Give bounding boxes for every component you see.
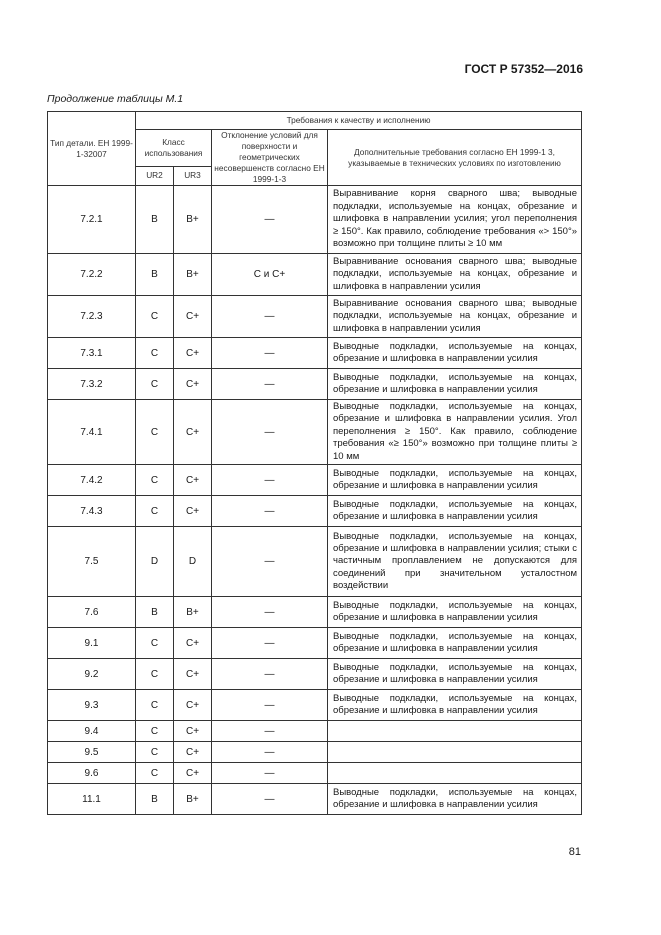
- cell-part-type: 9.3: [48, 690, 136, 721]
- cell-ur3: C+: [174, 369, 212, 400]
- cell-part-type: 7.3.1: [48, 338, 136, 369]
- cell-deviation: —: [212, 186, 328, 254]
- cell-deviation: —: [212, 465, 328, 496]
- cell-deviation: —: [212, 338, 328, 369]
- table-row: [48, 690, 582, 721]
- table-row: [48, 254, 582, 296]
- cell-additional-requirements: Выводные подкладки, используемые на концах, обрезание и шлифовка в направлении усилия. Угол переполнения ≥ 150°. Как правило, соблюдение требования «≥ 150°» возможно при толщине плиты ≥ 10 мм: [328, 400, 582, 465]
- cell-part-type: 7.2.2: [48, 254, 136, 296]
- cell-additional-requirements: Выравнивание основания сварного шва; выводные подкладки, используемые на концах, обрезание и шлифовка в направлении усилия: [328, 254, 582, 296]
- cell-ur3: C+: [174, 465, 212, 496]
- cell-part-type: 7.3.2: [48, 369, 136, 400]
- cell-ur3: C+: [174, 690, 212, 721]
- cell-ur3: C+: [174, 659, 212, 690]
- cell-part-type: 7.4.3: [48, 496, 136, 527]
- cell-additional-requirements: [328, 742, 582, 763]
- header-deviation: Отклонение условий для поверхности и геометрических несовершенств согласно ЕН 1999-1-3: [212, 130, 328, 186]
- cell-part-type: 7.5: [48, 527, 136, 597]
- cell-ur2: C: [136, 400, 174, 465]
- table-row: [48, 628, 582, 659]
- cell-ur3: C+: [174, 721, 212, 742]
- table-row: [48, 659, 582, 690]
- cell-ur3: D: [174, 527, 212, 597]
- cell-part-type: 9.5: [48, 742, 136, 763]
- table-row: [48, 496, 582, 527]
- cell-additional-requirements: Выводные подкладки, используемые на концах, обрезание и шлифовка в направлении усилия: [328, 465, 582, 496]
- cell-ur2: C: [136, 369, 174, 400]
- page-number: 81: [568, 846, 581, 858]
- cell-ur3: C+: [174, 296, 212, 338]
- cell-ur2: C: [136, 742, 174, 763]
- requirements-table: [47, 111, 582, 815]
- cell-ur3: C+: [174, 628, 212, 659]
- table-row: [48, 369, 582, 400]
- cell-ur3: B+: [174, 597, 212, 628]
- cell-additional-requirements: Выводные подкладки, используемые на концах, обрезание и шлифовка в направлении усилия: [328, 597, 582, 628]
- cell-deviation: —: [212, 784, 328, 815]
- table-row: [48, 186, 582, 254]
- cell-part-type: 7.2.1: [48, 186, 136, 254]
- cell-ur2: C: [136, 338, 174, 369]
- header-part-type: Тип детали. ЕН 1999-1-32007: [48, 112, 136, 186]
- cell-deviation: —: [212, 659, 328, 690]
- table-row: [48, 296, 582, 338]
- cell-deviation: —: [212, 597, 328, 628]
- cell-part-type: 7.4.1: [48, 400, 136, 465]
- cell-deviation: —: [212, 527, 328, 597]
- cell-ur2: C: [136, 659, 174, 690]
- cell-ur3: C+: [174, 400, 212, 465]
- table-row: [48, 527, 582, 597]
- cell-additional-requirements: [328, 763, 582, 784]
- document-code: ГОСТ Р 57352—2016: [464, 62, 583, 76]
- cell-additional-requirements: Выводные подкладки, используемые на концах, обрезание и шлифовка в направлении усилия; стыки с частичным проплавлением не допускаются для соединений при значительном усталостном воздействии: [328, 527, 582, 597]
- cell-additional-requirements: Выводные подкладки, используемые на концах, обрезание и шлифовка в направлении усилия: [328, 628, 582, 659]
- cell-ur2: C: [136, 763, 174, 784]
- cell-ur3: C+: [174, 496, 212, 527]
- cell-deviation: —: [212, 763, 328, 784]
- cell-deviation: —: [212, 721, 328, 742]
- cell-ur2: B: [136, 784, 174, 815]
- cell-part-type: 7.6: [48, 597, 136, 628]
- cell-ur2: B: [136, 254, 174, 296]
- table-row: [48, 465, 582, 496]
- cell-ur2: C: [136, 690, 174, 721]
- header-ur3: UR3: [174, 166, 212, 185]
- cell-part-type: 9.2: [48, 659, 136, 690]
- cell-ur3: C+: [174, 338, 212, 369]
- cell-additional-requirements: Выводные подкладки, используемые на концах, обрезание и шлифовка в направлении усилия: [328, 496, 582, 527]
- cell-part-type: 7.2.3: [48, 296, 136, 338]
- cell-deviation: —: [212, 628, 328, 659]
- cell-deviation: —: [212, 742, 328, 763]
- cell-part-type: 9.6: [48, 763, 136, 784]
- cell-additional-requirements: Выравнивание основания сварного шва; выводные подкладки, используемые на концах, обрезание и шлифовка в направлении усилия: [328, 296, 582, 338]
- table-row: [48, 721, 582, 742]
- cell-deviation: —: [212, 690, 328, 721]
- cell-additional-requirements: [328, 721, 582, 742]
- cell-deviation: —: [212, 296, 328, 338]
- cell-ur3: C+: [174, 742, 212, 763]
- cell-ur2: C: [136, 296, 174, 338]
- cell-deviation: —: [212, 369, 328, 400]
- cell-ur3: B+: [174, 784, 212, 815]
- cell-additional-requirements: Выводные подкладки, используемые на концах, обрезание и шлифовка в направлении усилия: [328, 690, 582, 721]
- table-row: [48, 784, 582, 815]
- cell-ur3: B+: [174, 186, 212, 254]
- cell-deviation: —: [212, 496, 328, 527]
- header-quality-requirements: Требования к качеству и исполнению: [136, 112, 582, 130]
- cell-additional-requirements: Выводные подкладки, используемые на концах, обрезание и шлифовка в направлении усилия: [328, 659, 582, 690]
- cell-ur3: B+: [174, 254, 212, 296]
- cell-ur2: D: [136, 527, 174, 597]
- cell-additional-requirements: Выводные подкладки, используемые на концах, обрезание и шлифовка в направлении усилия: [328, 369, 582, 400]
- cell-ur2: B: [136, 186, 174, 254]
- cell-deviation: C и C+: [212, 254, 328, 296]
- header-ur2: UR2: [136, 166, 174, 185]
- cell-part-type: 7.4.2: [48, 465, 136, 496]
- cell-part-type: 11.1: [48, 784, 136, 815]
- table-row: [48, 763, 582, 784]
- header-additional-requirements: Дополнительные требования согласно ЕН 1999-1 3, указываемые в технических условиях по изготовлению: [328, 130, 582, 186]
- cell-additional-requirements: Выравнивание корня сварного шва; выводные подкладки, используемые на концах, обрезание и шлифовка в направлении усилия; угол переполнения ≥ 150°. Как правило, соблюдение требования «> 150°» возможно при толщине плиты ≥ 10 мм: [328, 186, 582, 254]
- cell-part-type: 9.1: [48, 628, 136, 659]
- cell-ur3: C+: [174, 763, 212, 784]
- cell-additional-requirements: Выводные подкладки, используемые на концах, обрезание и шлифовка в направлении усилия: [328, 338, 582, 369]
- cell-ur2: C: [136, 496, 174, 527]
- cell-part-type: 9.4: [48, 721, 136, 742]
- table-row: [48, 400, 582, 465]
- cell-deviation: —: [212, 400, 328, 465]
- cell-ur2: B: [136, 597, 174, 628]
- table-caption: Продолжение таблицы М.1: [47, 93, 184, 105]
- cell-additional-requirements: Выводные подкладки, используемые на концах, обрезание и шлифовка в направлении усилия: [328, 784, 582, 815]
- table-row: [48, 742, 582, 763]
- cell-ur2: C: [136, 628, 174, 659]
- table-row: [48, 597, 582, 628]
- table-row: [48, 338, 582, 369]
- cell-ur2: C: [136, 465, 174, 496]
- header-usage-class: Класс использования: [136, 130, 212, 167]
- cell-ur2: C: [136, 721, 174, 742]
